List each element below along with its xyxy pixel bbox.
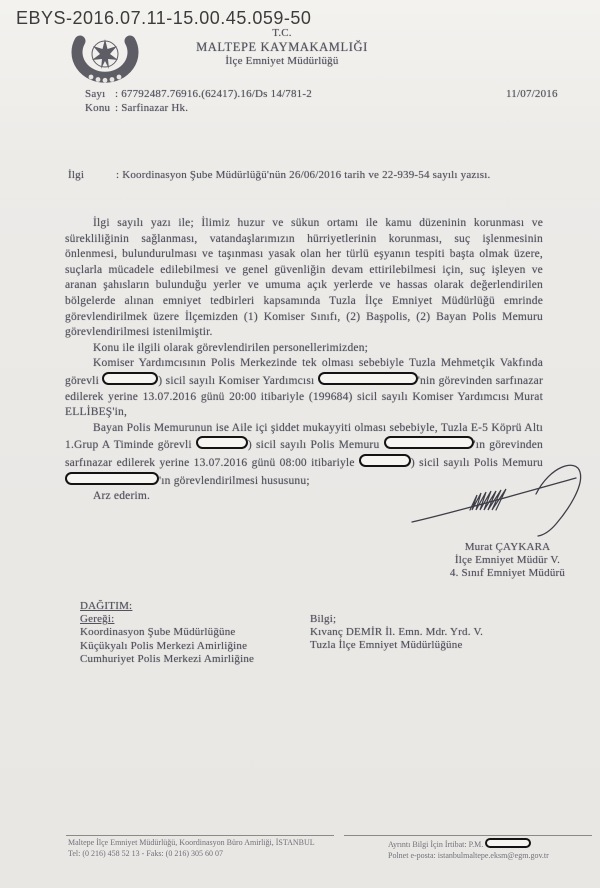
konu-label: Konu xyxy=(85,102,111,114)
police-emblem-icon xyxy=(60,27,150,89)
geregi-label: Gereği: xyxy=(80,613,115,626)
ebys-scan-header: EBYS-2016.07.11-15.00.45.059-50 xyxy=(16,8,312,28)
bilgi-list xyxy=(310,613,483,653)
bilgi-label: Bilgi; xyxy=(310,613,337,625)
bilgi-item: Tuzla İlçe Emniyet Müdürlüğüne xyxy=(310,639,463,652)
body-paragraph-4: Bayan Polis Memurunun ise Aile içi şiddet mukayyiti olması sebebiyle, Tuzla E-5 Köprü Altı 1.Grup A Timinde görevli ) sicil sayılı Polis Memuru 'ın görevinden sarfınazar edilerek yerine 13.07.2016 günü 08:00 itibariyle ) sicil sayılı Polis Memuru 'ın görevlendirilmesi hususunu; xyxy=(65,421,543,487)
sayi-label: Sayı xyxy=(85,88,106,100)
document-meta xyxy=(85,87,312,115)
geregi-item: Cumhuriyet Polis Merkezi Amirliğine xyxy=(80,652,255,665)
letterhead-subtitle: İlçe Emniyet Müdürlüğü xyxy=(225,55,339,67)
ilgi-label: İlgi xyxy=(68,169,85,181)
handwritten-signature xyxy=(408,458,590,540)
ilgi-value: : Koordinasyon Şube Müdürlüğü'nün 26/06/2016 tarih ve 22-939-54 sayılı yazısı. xyxy=(116,169,491,181)
konu-row xyxy=(85,101,312,115)
footer-rule-right xyxy=(344,835,592,836)
redaction-box xyxy=(384,436,474,449)
footer-left xyxy=(68,838,368,859)
ilgi-row xyxy=(68,169,548,181)
redaction-box xyxy=(359,454,411,467)
letterhead xyxy=(152,26,412,68)
redaction-box xyxy=(485,838,531,848)
footer-rule-left xyxy=(66,835,334,836)
konu-value: : Sarfinazar Hk. xyxy=(115,102,189,114)
sayi-value: : 67792487.76916.(62417).16/Ds 14/781-2 xyxy=(115,88,312,100)
footer-phone: Tel: (0 216) 458 52 13 - Faks: (0 216) 305 60 07 xyxy=(68,848,223,858)
footer-contact: Ayrıntı Bilgi İçin İrtibat: P.M. xyxy=(388,838,594,851)
geregi-item: Koordinasyon Şube Müdürlüğüne xyxy=(80,626,236,639)
footer-eposta: Polnet e-posta: istanbulmaltepe.eksm@egm.gov.tr xyxy=(388,850,549,860)
footer-right xyxy=(388,838,594,861)
body-paragraph-2: Konu ile ilgili olarak görevlendirilen personellerimizden; xyxy=(93,341,369,354)
redaction-box xyxy=(65,472,159,485)
sayi-row xyxy=(85,87,312,101)
document-date: 11/07/2016 xyxy=(506,88,558,100)
redaction-box xyxy=(196,436,248,449)
redaction-box xyxy=(102,372,158,385)
geregi-item: Küçükyalı Polis Merkezi Amirliğine xyxy=(80,639,248,652)
signature-block xyxy=(425,541,590,580)
arz-line: Arz ederim. xyxy=(93,490,151,503)
distribution-heading: DAĞITIM: xyxy=(80,600,133,612)
distribution-list xyxy=(80,600,254,666)
body-paragraph-1: İlgi sayılı yazı ile; İlimiz huzur ve sükun ortamı ile kamu düzeninin korunması ve sürekliliğinin sağlanması, vatandaşlarımızın hürriyetlerinin korunması, suç işlenmesinin önlenmesi, bulundurulması ve taşınması yasak olan her türlü eşyanın tespiti başta olmak üzere, suçlarla mücadele edilebilmesi ve genel güvenliğin devam ettirilebilmesi için, suç işleyen ve aranan şahısların bulunduğu yerler ve umuma açık yerlerde ve hassas olarak değerlendirilen bölgelerde alınan emniyet tedbirleri kapsamında Tuzla İlçe Emniyet Müdürlüğü emrinde görevlendirilmek üzere İlçemizden (1) Komiser Sınıfı, (2) Başpolis, (2) Bayan Polis Memuru görevlendirilmesi istenilmiştir. xyxy=(65,217,543,339)
footer-address: Maltepe İlçe Emniyet Müdürlüğü, Koordinasyon Büro Amirliği, İSTANBUL xyxy=(68,838,315,847)
signer-title-2: 4. Sınıf Emniyet Müdürü xyxy=(449,567,566,579)
signer-title-1: İlçe Emniyet Müdür V. xyxy=(454,554,561,566)
letterhead-title: MALTEPE KAYMAKAMLIĞI xyxy=(196,40,368,54)
body-paragraph-3: Komiser Yardımcısının Polis Merkezinde tek olması sebebiyle Tuzla Mehmetçik Vakfında görevli ) sicil sayılı Komiser Yardımcısı 'nin görevinden sarfınazar edilerek yerine 13.07.2016 günü 20:00 itibariyle (199684) sicil sayılı Komiser Yardımcısı Murat ELLİBEŞ'in, xyxy=(65,357,543,419)
bilgi-item: Kıvanç DEMİR İl. Emn. Mdr. Yrd. V. xyxy=(310,626,484,639)
letterhead-tc: T.C. xyxy=(272,27,292,39)
signer-name: Murat ÇAYKARA xyxy=(464,541,551,553)
redaction-box xyxy=(318,372,418,385)
